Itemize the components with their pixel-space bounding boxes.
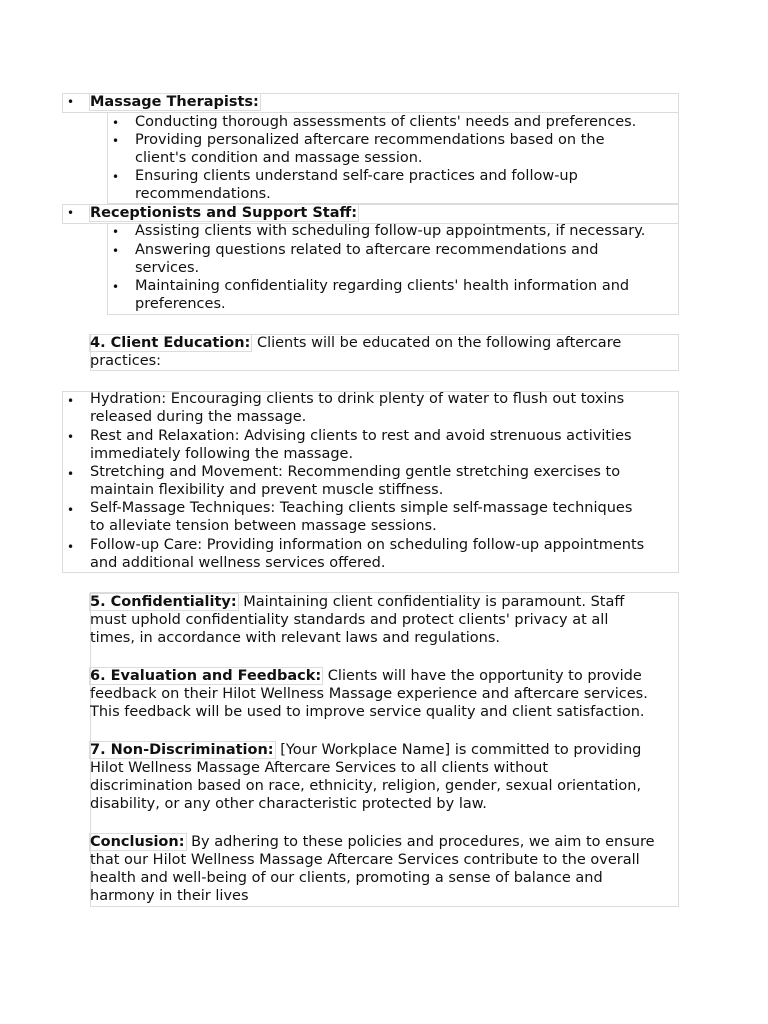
role-title: Massage Therapists: (90, 94, 259, 110)
section-line: disability, or any other characteristic protected by law. (90, 796, 487, 812)
bullet: • (67, 430, 75, 444)
list-item: Providing personalized aftercare recommendations based on the (135, 132, 605, 148)
section-line: 7. Non-Discrimination: [Your Workplace Name] is committed to providing (90, 742, 642, 758)
section-line: 5. Confidentiality: Maintaining client confidentiality is paramount. Staff (90, 594, 625, 610)
bullet: • (112, 134, 120, 148)
list-item-cont: preferences. (135, 296, 226, 312)
practice-item-cont: immediately following the massage. (90, 446, 354, 462)
list-item: Answering questions related to aftercare recommendations and (135, 242, 599, 258)
practice-item-cont: maintain flexibility and prevent muscle stiffness. (90, 482, 444, 498)
section-line: Hilot Wellness Massage Aftercare Services to all clients without (90, 760, 549, 776)
section-line: Conclusion: By adhering to these policies and procedures, we aim to ensure (90, 834, 655, 850)
section-line: times, in accordance with relevant laws and regulations. (90, 630, 501, 646)
list-item-cont: recommendations. (135, 186, 271, 202)
list-item-cont: services. (135, 260, 200, 276)
bullet: • (112, 225, 120, 239)
practice-item-cont: to alleviate tension between massage sessions. (90, 518, 437, 534)
section-line: must uphold confidentiality standards and protect clients' privacy at all (90, 612, 609, 628)
practice-item-cont: and additional wellness services offered. (90, 555, 386, 571)
bullet: • (67, 467, 75, 481)
section-line: health and well-being of our clients, promoting a sense of balance and (90, 870, 603, 886)
client-education-heading: 4. Client Education: (90, 335, 251, 351)
client-education-line: 4. Client Education: Clients will be educated on the following aftercare (90, 335, 622, 351)
practice-item: Follow-up Care: Providing information on scheduling follow-up appointments (90, 537, 645, 553)
list-item: Conducting thorough assessments of clients' needs and preferences. (135, 114, 637, 130)
bullet: • (67, 540, 75, 554)
practice-item-cont: released during the massage. (90, 409, 307, 425)
bullet: • (67, 503, 75, 517)
section-line: This feedback will be used to improve service quality and client satisfaction. (90, 704, 645, 720)
bullet: • (67, 95, 75, 109)
section-line: 6. Evaluation and Feedback: Clients will have the opportunity to provide (90, 668, 642, 684)
bullet: • (112, 116, 120, 130)
practice-item: Hydration: Encouraging clients to drink plenty of water to flush out toxins (90, 391, 625, 407)
list-item: Assisting clients with scheduling follow-up appointments, if necessary. (135, 223, 646, 239)
practice-item: Stretching and Movement: Recommending gentle stretching exercises to (90, 464, 621, 480)
client-education-line: practices: (90, 353, 162, 369)
list-item: Ensuring clients understand self-care practices and follow-up (135, 168, 578, 184)
list-item: Maintaining confidentiality regarding clients' health information and (135, 278, 630, 294)
bullet: • (67, 206, 75, 220)
practice-item: Self-Massage Techniques: Teaching clients simple self-massage techniques (90, 500, 633, 516)
section-line: feedback on their Hilot Wellness Massage experience and aftercare services. (90, 686, 648, 702)
bullet: • (112, 244, 120, 258)
section-heading: 5. Confidentiality: (90, 594, 237, 610)
bullet: • (112, 170, 120, 184)
section-line: discrimination based on race, ethnicity, religion, gender, sexual orientation, (90, 778, 642, 794)
bullet: • (112, 280, 120, 294)
practice-item: Rest and Relaxation: Advising clients to rest and avoid strenuous activities (90, 428, 632, 444)
section-heading: 7. Non-Discrimination: (90, 742, 274, 758)
list-item-cont: client's condition and massage session. (135, 150, 423, 166)
role-title: Receptionists and Support Staff: (90, 205, 358, 221)
section-line: that our Hilot Wellness Massage Aftercare Services contribute to the overall (90, 852, 640, 868)
section-heading: Conclusion: (90, 834, 185, 850)
section-line: harmony in their lives (90, 888, 249, 904)
section-heading: 6. Evaluation and Feedback: (90, 668, 322, 684)
bullet: • (67, 394, 75, 408)
